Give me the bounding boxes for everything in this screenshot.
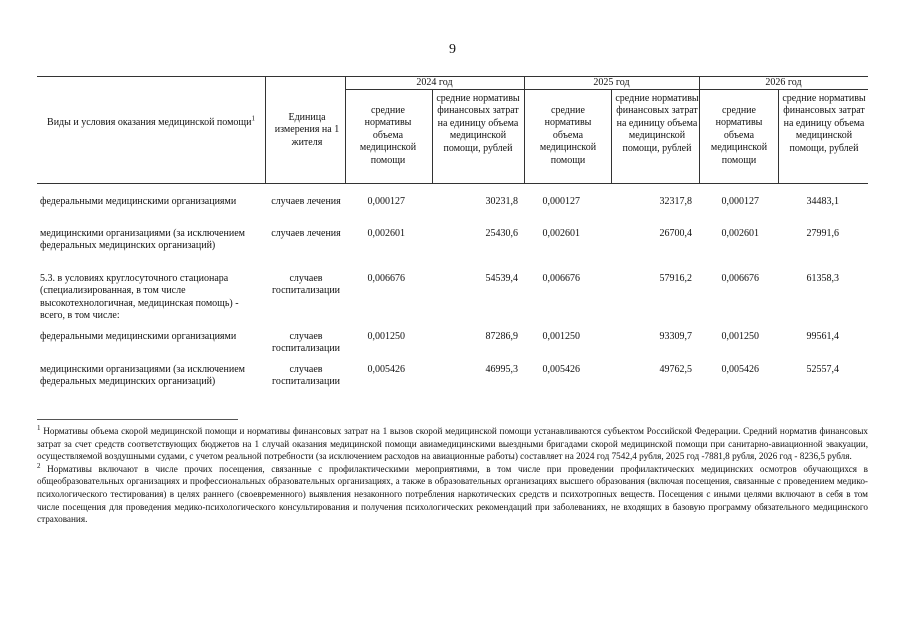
cell-volume-2026: 0,002601	[721, 228, 759, 239]
year-2026: 2026 год	[765, 77, 802, 88]
cell-cost-2024: 25430,6	[485, 228, 518, 239]
cell-volume-2025: 0,000127	[542, 196, 580, 207]
cell-volume-2024: 0,006676	[367, 273, 405, 284]
footnote	[37, 425, 868, 463]
cell-cost-2025: 26700,4	[659, 228, 692, 239]
cell-cost-2026: 27991,6	[806, 228, 839, 239]
cell-cost-2026: 34483,1	[806, 196, 839, 207]
cell-volume-2024: 0,002601	[367, 228, 405, 239]
cell-cost-2024: 46995,3	[485, 364, 518, 375]
col-divider	[611, 89, 612, 183]
cell-cost-2025: 32317,8	[659, 196, 692, 207]
cell-volume-2025: 0,002601	[542, 228, 580, 239]
footnote-mark: 1	[37, 423, 41, 432]
cell-volume-2025: 0,001250	[542, 331, 580, 342]
row-unit: случаев госпитализации	[271, 331, 341, 355]
col-divider	[699, 76, 700, 183]
cell-volume-2026: 0,000127	[721, 196, 759, 207]
row-unit: случаев госпитализации	[271, 273, 341, 297]
cell-cost-2026: 52557,4	[806, 364, 839, 375]
cell-cost-2024: 87286,9	[485, 331, 518, 342]
row-label: федеральными медицинскими организациями	[40, 331, 237, 342]
subheader-cost-2025: средние нормативы финансовых затрат на единицу объема медицинской помощи, рублей	[615, 93, 699, 154]
cell-volume-2024: 0,000127	[367, 196, 405, 207]
col-divider	[345, 76, 346, 183]
cell-cost-2026: 61358,3	[806, 273, 839, 284]
subheader-volume-2026: средние нормативы объема медицинской помощи	[710, 105, 768, 166]
row-label: медицинскими организациями (за исключением федеральных медицинских организаций)	[40, 364, 245, 388]
page-number: 9	[449, 42, 456, 57]
row-label: медицинскими организациями (за исключением федеральных медицинских организаций)	[40, 228, 245, 252]
cell-volume-2026: 0,001250	[721, 331, 759, 342]
cell-volume-2026: 0,005426	[721, 364, 759, 375]
row-label: 5.3. в условиях круглосуточного стационара (специализированная, в том числе высокотехнологичная, медицинская помощь) - всего, в том числе:	[40, 273, 239, 322]
cell-volume-2024: 0,001250	[367, 331, 405, 342]
subheader-volume-2025: средние нормативы объема медицинской помощи	[539, 105, 597, 166]
header-kind-sup: 1	[251, 114, 255, 123]
header-kind-text: Виды и условия оказания медицинской помощи	[47, 117, 252, 128]
header-kind	[40, 114, 262, 129]
year-2024: 2024 год	[416, 77, 453, 88]
subheader-volume-2024: средние нормативы объема медицинской помощи	[359, 105, 417, 166]
subheader-cost-2026: средние нормативы финансовых затрат на единицу объема медицинской помощи, рублей	[782, 93, 866, 154]
cell-cost-2024: 30231,8	[485, 196, 518, 207]
cell-cost-2025: 93309,7	[659, 331, 692, 342]
cell-volume-2025: 0,006676	[542, 273, 580, 284]
footnote-text: Нормативы включают в числе прочих посещения, связанные с профилактическими мероприятиями, в том числе при проведении профилактических медицинских осмотров обучающихся в общеобразовательных организациях и профессиональных образовательных организациях, а также в образовательных организациях высшего образования (включая посещения, связанные с проведением медико-психологического тестирования) в целях раннего (своевременного) выявления незаконного потребления наркотических средств и психотропных веществ. Посещения с иными целями включают в себя в том числе посещения для проведения медико-психологического консультирования и получения психологических рекомендаций при заболеваниях, не входящих в базовую программу обязательного медицинского страхования.	[37, 463, 869, 525]
year-2025: 2025 год	[593, 77, 630, 88]
col-divider	[778, 89, 779, 183]
footnotes	[37, 425, 868, 526]
col-divider	[432, 89, 433, 183]
cell-cost-2025: 49762,5	[659, 364, 692, 375]
footnote	[37, 463, 868, 526]
cell-volume-2025: 0,005426	[542, 364, 580, 375]
col-divider	[265, 76, 266, 183]
row-label: федеральными медицинскими организациями	[40, 196, 237, 207]
footnote-separator	[37, 419, 238, 420]
header-unit: Единица измерения на 1 жителя	[274, 112, 340, 148]
cell-volume-2026: 0,006676	[721, 273, 759, 284]
cell-volume-2024: 0,005426	[367, 364, 405, 375]
cell-cost-2024: 54539,4	[485, 273, 518, 284]
footnote-text: Нормативы объема скорой медицинской помощи и нормативы финансовых затрат на 1 вызов скорой медицинской помощи устанавливаются субъектом Российской Федерации. Средний норматив финансовых затрат за счет средств соответствующих бюджетов на 1 случай оказания медицинской помощи авиамедицинскими выездными бригадами скорой медицинской помощи при санитарно-авиационной эвакуации, осуществляемой воздушными судами, с учетом реальной потребности (за исключением расходов на авиационные работы) составляет на 2024 год 7542,4 рубля, 2025 год -7881,8 рубля, 2026 год - 8236,5 рубля.	[37, 426, 869, 462]
header-bottom-rule	[37, 183, 868, 184]
cell-cost-2025: 57916,2	[659, 273, 692, 284]
col-divider	[524, 76, 525, 183]
footnote-mark: 2	[37, 461, 41, 470]
cell-cost-2026: 99561,4	[806, 331, 839, 342]
row-unit: случаев госпитализации	[271, 364, 341, 388]
subheader-cost-2024: средние нормативы финансовых затрат на единицу объема медицинской помощи, рублей	[436, 93, 520, 154]
row-unit: случаев лечения	[271, 228, 341, 239]
row-unit: случаев лечения	[271, 196, 341, 207]
